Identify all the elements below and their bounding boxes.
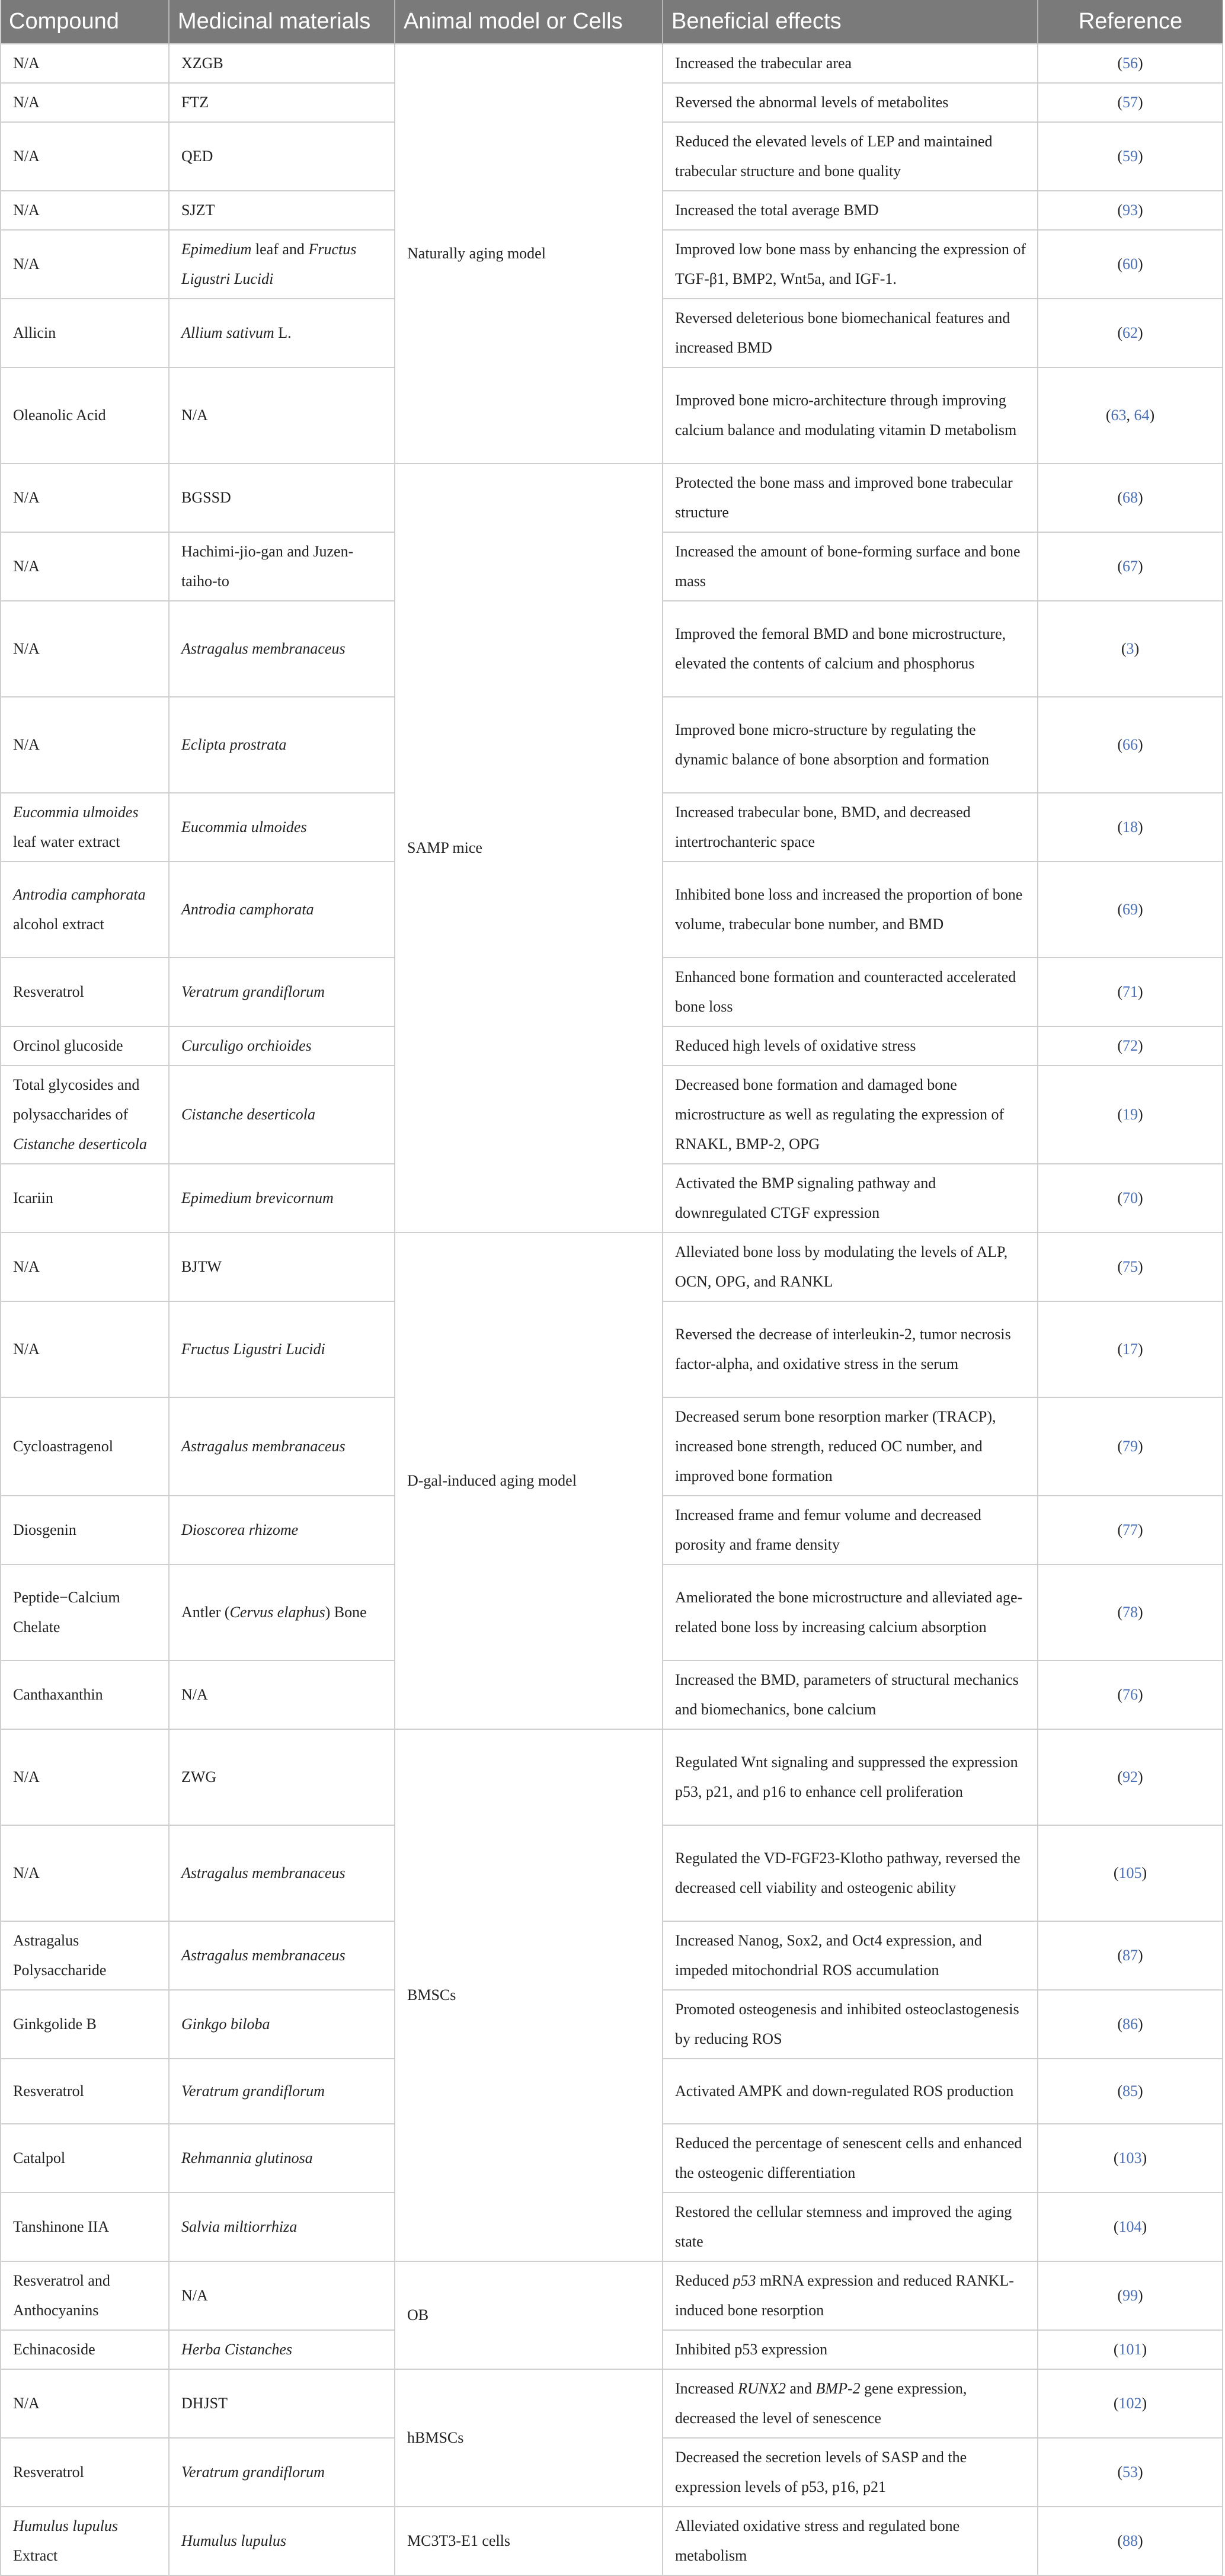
italic-text: Epimedium	[181, 241, 252, 258]
reference-link[interactable]: 103	[1118, 2149, 1142, 2167]
effect-cell: Improved bone micro-structure by regulating the dynamic balance of bone absorption and formation	[663, 697, 1038, 793]
compound-cell	[1, 862, 169, 958]
italic-text: Allium sativum	[181, 324, 274, 341]
material-cell	[169, 862, 395, 958]
italic-text: p53	[733, 2272, 756, 2289]
reference-cell[interactable]: (93)	[1038, 191, 1223, 230]
reference-link[interactable]: 69	[1122, 901, 1138, 918]
material-cell	[169, 230, 395, 299]
plain-text: Extract	[13, 2547, 58, 2564]
effect-cell	[663, 2261, 1038, 2330]
effect-cell: Increased the amount of bone-forming surface and bone mass	[663, 532, 1038, 601]
material-cell	[169, 601, 395, 697]
italic-text: Eclipta prostrata	[181, 736, 287, 753]
compound-cell: Resveratrol	[1, 2438, 169, 2507]
reference-link[interactable]: 105	[1118, 1864, 1142, 1881]
compound-cell: N/A	[1, 601, 169, 697]
italic-text: BMP-2	[815, 2380, 861, 2397]
reference-link[interactable]: 67	[1122, 558, 1138, 575]
italic-text: Cistanche deserticola	[181, 1106, 316, 1123]
plain-text: Reduced	[675, 2272, 733, 2289]
material-cell: SJZT	[169, 191, 395, 230]
table-row	[1, 1233, 1223, 1301]
material-cell	[169, 1164, 395, 1233]
reference-link[interactable]: 99	[1122, 2287, 1138, 2304]
reference-link[interactable]: 71	[1122, 983, 1138, 1000]
effect-cell	[663, 2369, 1038, 2438]
italic-text: Astragalus membranaceus	[181, 640, 346, 657]
material-cell	[169, 299, 395, 367]
compound-cell: Orcinol glucoside	[1, 1026, 169, 1065]
reference-link[interactable]: 70	[1122, 1189, 1138, 1207]
plain-text: L.	[274, 324, 292, 341]
reference-cell[interactable]: (78)	[1038, 1564, 1223, 1660]
effect-cell: Alleviated bone loss by modulating the levels of ALP, OCN, OPG, and RANKL	[663, 1233, 1038, 1301]
reference-link[interactable]: 53	[1122, 2463, 1138, 2481]
reference-link[interactable]: 78	[1122, 1604, 1138, 1621]
reference-link[interactable]: 92	[1122, 1768, 1138, 1785]
effect-cell: Improved bone micro-architecture through improving calcium balance and modulating vitamin D metabolism	[663, 367, 1038, 463]
material-cell	[169, 1301, 395, 1397]
material-cell: N/A	[169, 1660, 395, 1729]
compound-cell: Cycloastragenol	[1, 1397, 169, 1496]
compound-cell: Catalpol	[1, 2124, 169, 2193]
italic-text: Veratrum grandiflorum	[181, 983, 325, 1000]
material-cell	[169, 1990, 395, 2059]
italic-text: RUNX2	[738, 2380, 786, 2397]
reference-cell[interactable]: (68)	[1038, 463, 1223, 532]
reference-cell[interactable]: (66)	[1038, 697, 1223, 793]
reference-link[interactable]: 56	[1122, 55, 1138, 72]
material-cell: Hachimi-jio-gan and Juzen-taiho-to	[169, 532, 395, 601]
reference-cell[interactable]: (71)	[1038, 958, 1223, 1026]
effect-cell: Improved the femoral BMD and bone microstructure, elevated the contents of calcium and phosphorus	[663, 601, 1038, 697]
plain-text: Antler (	[181, 1604, 230, 1621]
effect-cell: Reversed the abnormal levels of metabolites	[663, 83, 1038, 122]
reference-cell[interactable]: (75)	[1038, 1233, 1223, 1301]
italic-text: Humulus lupulus	[181, 2532, 286, 2549]
italic-text: Eucommia ulmoides	[13, 804, 139, 821]
reference-cell[interactable]: (104)	[1038, 2193, 1223, 2261]
reference-cell[interactable]: (67)	[1038, 532, 1223, 601]
table-row	[1, 2369, 1223, 2438]
material-cell: FTZ	[169, 83, 395, 122]
model-cell: BMSCs	[395, 1729, 663, 2261]
reference-cell[interactable]: (86)	[1038, 1990, 1223, 2059]
material-cell: XZGB	[169, 44, 395, 83]
effect-cell: Reversed the decrease of interleukin-2, tumor necrosis factor-alpha, and oxidative stress in the serum	[663, 1301, 1038, 1397]
italic-text: Cistanche deserticola	[13, 1135, 148, 1153]
table-row	[1, 44, 1223, 83]
effect-cell: Inhibited p53 expression	[663, 2330, 1038, 2369]
italic-text: Curculigo orchioides	[181, 1037, 312, 1054]
effect-cell: Inhibited bone loss and increased the proportion of bone volume, trabecular bone number, and BMD	[663, 862, 1038, 958]
effect-cell: Increased the total average BMD	[663, 191, 1038, 230]
compound-cell: N/A	[1, 230, 169, 299]
reference-link[interactable]: 76	[1122, 1686, 1138, 1703]
material-cell: BJTW	[169, 1233, 395, 1301]
material-cell: ZWG	[169, 1729, 395, 1825]
reference-link[interactable]: 101	[1118, 2341, 1142, 2358]
effect-cell: Regulated Wnt signaling and suppressed the expression p53, p21, and p16 to enhance cell proliferation	[663, 1729, 1038, 1825]
plain-text: Increased	[675, 2380, 738, 2397]
effect-cell: Decreased the secretion levels of SASP and the expression levels of p53, p16, p21	[663, 2438, 1038, 2507]
material-cell	[169, 1825, 395, 1921]
compound-cell: Ginkgolide B	[1, 1990, 169, 2059]
italic-text: Veratrum grandiflorum	[181, 2082, 325, 2100]
reference-link[interactable]: 59	[1122, 148, 1138, 165]
material-cell: QED	[169, 122, 395, 191]
effect-cell: Enhanced bone formation and counteracted accelerated bone loss	[663, 958, 1038, 1026]
plain-text: Total glycosides and polysaccharides of	[13, 1076, 140, 1123]
italic-text: Veratrum grandiflorum	[181, 2463, 325, 2481]
effect-cell: Promoted osteogenesis and inhibited osteoclastogenesis by reducing ROS	[663, 1990, 1038, 2059]
compound-cell: N/A	[1, 532, 169, 601]
compound-cell: N/A	[1, 122, 169, 191]
compound-cell: Echinacoside	[1, 2330, 169, 2369]
model-cell: D-gal-induced aging model	[395, 1233, 663, 1729]
reference-link[interactable]: 87	[1122, 1947, 1138, 1964]
header-beneficial-effects: Beneficial effects	[663, 0, 1038, 44]
reference-link[interactable]: 75	[1122, 1258, 1138, 1275]
material-cell	[169, 1564, 395, 1660]
reference-link[interactable]: 19	[1122, 1106, 1138, 1123]
effect-cell: Increased Nanog, Sox2, and Oct4 expression, and impeded mitochondrial ROS accumulation	[663, 1921, 1038, 1990]
reference-link[interactable]: 79	[1122, 1438, 1138, 1455]
compound-cell: Resveratrol and Anthocyanins	[1, 2261, 169, 2330]
effect-cell: Increased trabecular bone, BMD, and decreased intertrochanteric space	[663, 793, 1038, 862]
effect-cell: Protected the bone mass and improved bone trabecular structure	[663, 463, 1038, 532]
table-row	[1, 463, 1223, 532]
reference-link[interactable]: 66	[1122, 736, 1138, 753]
reference-cell[interactable]: (99)	[1038, 2261, 1223, 2330]
reference-cell[interactable]: (76)	[1038, 1660, 1223, 1729]
compound-cell: N/A	[1, 1301, 169, 1397]
reference-cell[interactable]: (18)	[1038, 793, 1223, 862]
italic-text: Salvia miltiorrhiza	[181, 2218, 298, 2235]
compound-cell: N/A	[1, 2369, 169, 2438]
reference-link[interactable]: 63	[1111, 407, 1127, 424]
reference-cell[interactable]: (77)	[1038, 1496, 1223, 1564]
compound-cell: Oleanolic Acid	[1, 367, 169, 463]
italic-text: Fructus Ligustri Lucidi	[181, 241, 357, 287]
compound-cell: Resveratrol	[1, 958, 169, 1026]
reference-cell[interactable]: (103)	[1038, 2124, 1223, 2193]
italic-text: Ginkgo biloba	[181, 2015, 270, 2033]
reference-link[interactable]: 64	[1134, 407, 1150, 424]
italic-text: Fructus Ligustri Lucidi	[181, 1340, 325, 1358]
reference-cell[interactable]: (53)	[1038, 2438, 1223, 2507]
material-cell	[169, 793, 395, 862]
reference-link[interactable]: 93	[1122, 201, 1138, 219]
compound-cell	[1, 793, 169, 862]
material-cell	[169, 958, 395, 1026]
compound-cell: Tanshinone IIA	[1, 2193, 169, 2261]
material-cell	[169, 1026, 395, 1065]
compound-cell: Canthaxanthin	[1, 1660, 169, 1729]
reference-link[interactable]: 57	[1122, 94, 1138, 111]
reference-link[interactable]: 72	[1122, 1037, 1138, 1054]
italic-text: Dioscorea rhizome	[181, 1521, 299, 1538]
effect-cell: Regulated the VD-FGF23-Klotho pathway, reversed the decreased cell viability and osteogenic ability	[663, 1825, 1038, 1921]
effect-cell: Increased the trabecular area	[663, 44, 1038, 83]
effect-cell: Reduced high levels of oxidative stress	[663, 1026, 1038, 1065]
reference-cell[interactable]: (56)	[1038, 44, 1223, 83]
compound-cell: N/A	[1, 44, 169, 83]
reference-link[interactable]: 86	[1122, 2015, 1138, 2033]
effect-cell: Increased the BMD, parameters of structural mechanics and biomechanics, bone calcium	[663, 1660, 1038, 1729]
material-cell	[169, 697, 395, 793]
compound-cell: Peptide−Calcium Chelate	[1, 1564, 169, 1660]
compound-cell: Astragalus Polysaccharide	[1, 1921, 169, 1990]
material-cell	[169, 1921, 395, 1990]
material-cell	[169, 2059, 395, 2124]
compound-cell: N/A	[1, 1233, 169, 1301]
model-cell: MC3T3-E1 cells	[395, 2507, 663, 2575]
plain-text: ) Bone	[325, 1604, 367, 1621]
effect-cell: Improved low bone mass by enhancing the expression of TGF-β1, BMP2, Wnt5a, and IGF-1.	[663, 230, 1038, 299]
compound-cell: Allicin	[1, 299, 169, 367]
reference-cell[interactable]: (69)	[1038, 862, 1223, 958]
effect-cell: Decreased serum bone resorption marker (TRACP), increased bone strength, reduced OC number, and improved bone formation	[663, 1397, 1038, 1496]
effect-cell: Decreased bone formation and damaged bone microstructure as well as regulating the expression of RNAKL, BMP-2, OPG	[663, 1065, 1038, 1164]
reference-cell[interactable]: (62)	[1038, 299, 1223, 367]
reference-link[interactable]: 77	[1122, 1521, 1138, 1538]
material-cell	[169, 2438, 395, 2507]
reference-cell[interactable]: (105)	[1038, 1825, 1223, 1921]
effect-cell: Reduced the elevated levels of LEP and maintained trabecular structure and bone quality	[663, 122, 1038, 191]
compound-cell: Icariin	[1, 1164, 169, 1233]
compound-cell: N/A	[1, 463, 169, 532]
italic-text: Antrodia camphorata	[181, 901, 314, 918]
effect-cell: Increased frame and femur volume and decreased porosity and frame density	[663, 1496, 1038, 1564]
reference-cell[interactable]: (3)	[1038, 601, 1223, 697]
compound-cell: Resveratrol	[1, 2059, 169, 2124]
header-compound: Compound	[1, 0, 169, 44]
reference-link[interactable]: 68	[1122, 489, 1138, 506]
effect-cell: Reduced the percentage of senescent cells and enhanced the osteogenic differentiation	[663, 2124, 1038, 2193]
reference-cell[interactable]: (87)	[1038, 1921, 1223, 1990]
plain-text: leaf water extract	[13, 833, 120, 850]
effect-cell: Ameliorated the bone microstructure and alleviated age-related bone loss by increasing calcium absorption	[663, 1564, 1038, 1660]
reference-cell[interactable]: (59)	[1038, 122, 1223, 191]
table-row	[1, 2261, 1223, 2330]
compound-cell: Diosgenin	[1, 1496, 169, 1564]
material-cell	[169, 2507, 395, 2575]
reference-cell[interactable]: (72)	[1038, 1026, 1223, 1065]
model-cell: Naturally aging model	[395, 44, 663, 463]
plain-text: mRNA expression and reduced RANKL-induced bone resorption	[675, 2272, 1014, 2319]
compound-cell: N/A	[1, 1825, 169, 1921]
material-cell: DHJST	[169, 2369, 395, 2438]
effect-cell: Reversed deleterious bone biomechanical features and increased BMD	[663, 299, 1038, 367]
plain-text: leaf and	[251, 241, 309, 258]
plain-text: gene expression, decreased the level of senescence	[675, 2380, 967, 2427]
table-row	[1, 2507, 1223, 2575]
compound-cell: N/A	[1, 1729, 169, 1825]
header-animal-model: Animal model or Cells	[395, 0, 663, 44]
material-cell	[169, 1397, 395, 1496]
model-cell: hBMSCs	[395, 2369, 663, 2507]
model-cell: SAMP mice	[395, 463, 663, 1233]
material-cell	[169, 2330, 395, 2369]
material-cell	[169, 2124, 395, 2193]
reference-link[interactable]: 18	[1122, 818, 1138, 836]
model-cell: OB	[395, 2261, 663, 2369]
reference-link[interactable]: 85	[1122, 2082, 1138, 2100]
italic-text: Antrodia camphorata	[13, 886, 146, 903]
compound-cell	[1, 2507, 169, 2575]
material-cell: BGSSD	[169, 463, 395, 532]
reference-link[interactable]: 102	[1118, 2395, 1142, 2412]
reference-cell[interactable]: (60)	[1038, 230, 1223, 299]
compound-cell	[1, 1065, 169, 1164]
italic-text: Herba Cistanches	[181, 2341, 293, 2358]
plain-text: and	[786, 2380, 816, 2397]
italic-text: Astragalus membranaceus	[181, 1864, 346, 1881]
reference-cell[interactable]: (85)	[1038, 2059, 1223, 2124]
reference-cell[interactable]: (101)	[1038, 2330, 1223, 2369]
reference-link[interactable]: 17	[1122, 1340, 1138, 1358]
italic-text: Astragalus membranaceus	[181, 1947, 346, 1964]
italic-text: Rehmannia glutinosa	[181, 2149, 313, 2167]
reference-link[interactable]: 104	[1118, 2218, 1142, 2235]
reference-link[interactable]: 62	[1122, 324, 1138, 341]
effect-cell: Alleviated oxidative stress and regulated bone metabolism	[663, 2507, 1038, 2575]
italic-text: Eucommia ulmoides	[181, 818, 307, 836]
reference-link[interactable]: 88	[1122, 2532, 1138, 2549]
material-cell	[169, 1065, 395, 1164]
reference-cell[interactable]: (57)	[1038, 83, 1223, 122]
compound-cell: N/A	[1, 83, 169, 122]
reference-cell[interactable]: (63, 64)	[1038, 367, 1223, 463]
italic-text: Epimedium brevicornum	[181, 1189, 334, 1207]
reference-link[interactable]: 60	[1122, 255, 1138, 273]
effect-cell: Restored the cellular stemness and improved the aging state	[663, 2193, 1038, 2261]
effect-cell: Activated AMPK and down-regulated ROS production	[663, 2059, 1038, 2124]
reference-cell[interactable]: (92)	[1038, 1729, 1223, 1825]
reference-cell[interactable]: (88)	[1038, 2507, 1223, 2575]
header-row	[1, 0, 1223, 44]
italic-text: Humulus lupulus	[13, 2517, 118, 2535]
header-medicinal-materials: Medicinal materials	[169, 0, 395, 44]
material-cell	[169, 1496, 395, 1564]
table-row	[1, 1729, 1223, 1825]
reference-cell[interactable]: (19)	[1038, 1065, 1223, 1164]
effect-cell: Activated the BMP signaling pathway and downregulated CTGF expression	[663, 1164, 1038, 1233]
reference-cell[interactable]: (79)	[1038, 1397, 1223, 1496]
italic-text: Cervus elaphus	[229, 1604, 325, 1621]
material-cell: N/A	[169, 367, 395, 463]
header-reference: Reference	[1038, 0, 1223, 44]
reference-link[interactable]: 3	[1126, 640, 1134, 657]
material-cell	[169, 2193, 395, 2261]
reference-cell[interactable]: (70)	[1038, 1164, 1223, 1233]
plain-text: alcohol extract	[13, 916, 104, 933]
reference-cell[interactable]: (102)	[1038, 2369, 1223, 2438]
compound-cell: N/A	[1, 697, 169, 793]
material-cell: N/A	[169, 2261, 395, 2330]
italic-text: Astragalus membranaceus	[181, 1438, 346, 1455]
reference-cell[interactable]: (17)	[1038, 1301, 1223, 1397]
compound-cell: N/A	[1, 191, 169, 230]
